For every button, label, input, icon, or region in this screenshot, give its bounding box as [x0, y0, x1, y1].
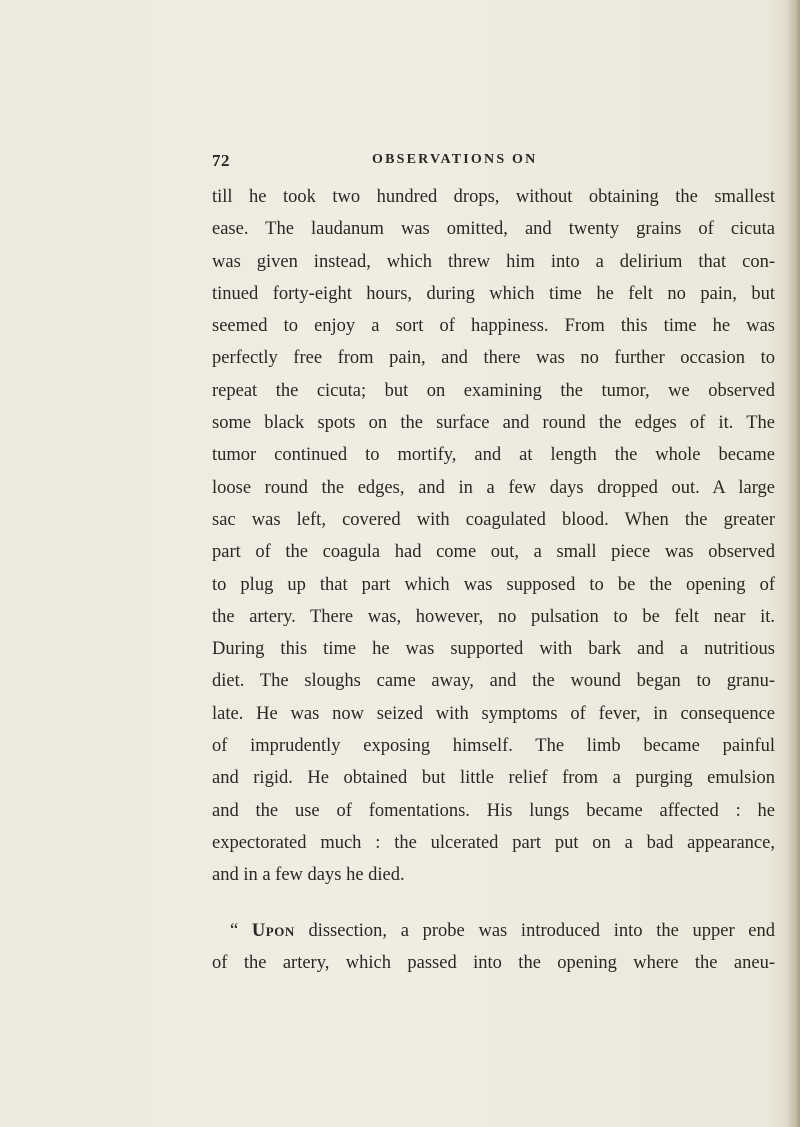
text-line: late. He was now seized with symptoms of fever, in consequence — [212, 703, 775, 724]
text-line: diet. The sloughs came away, and the wound began to granu- — [212, 671, 775, 692]
text-line: the artery. There was, however, no pulsation to be felt near it. — [212, 606, 775, 627]
page-edge-shadow — [786, 0, 800, 1127]
text-line: ease. The laudanum was omitted, and twenty grains of cicuta — [212, 219, 775, 240]
lead-word: Upon — [251, 920, 295, 941]
text-line — [212, 915, 775, 947]
text-line: some black spots on the surface and round the edges of it. The — [212, 413, 775, 434]
text-line: to plug up that part which was supposed to be the opening of — [212, 574, 775, 595]
open-quote: “ — [230, 920, 239, 941]
text-line: seemed to enjoy a sort of happiness. From this time he was — [212, 316, 775, 337]
text-line: of the artery, which passed into the opening where the aneu- — [212, 952, 775, 973]
paragraph-gap — [212, 892, 775, 915]
text-line: sac was left, covered with coagulated blood. When the greater — [212, 509, 775, 530]
page-header — [212, 151, 772, 175]
text-line: was given instead, which threw him into a delirium that con- — [212, 251, 775, 272]
paragraph-1 — [212, 181, 775, 892]
text-line: expectorated much : the ulcerated part put on a bad appearance, — [212, 832, 775, 853]
text-line: During this time he was supported with bark and a nutritious — [212, 639, 775, 660]
text-line: part of the coagula had come out, a small piece was observed — [212, 542, 775, 563]
text-line: loose round the edges, and in a few days dropped out. A large — [212, 477, 775, 498]
body-text — [212, 181, 775, 979]
text-line: till he took two hundred drops, without obtaining the smallest — [212, 187, 775, 207]
page-number: 72 — [212, 151, 230, 170]
text-line: repeat the cicuta; but on examining the tumor, we observed — [212, 380, 775, 401]
text-line: tinued forty-eight hours, during which time he felt no pain, but — [212, 283, 775, 304]
text-line: of imprudently exposing himself. The limb became painful — [212, 736, 775, 757]
text-line: and in a few days he died. — [212, 865, 405, 886]
line-rest: dissection, a probe was introduced into the upper end — [308, 920, 775, 941]
running-head: OBSERVATIONS ON — [372, 152, 538, 167]
text-line: and the use of fomentations. His lungs became affected : he — [212, 800, 775, 821]
text-line: and rigid. He obtained but little relief from a purging emulsion — [212, 768, 775, 789]
text-line: tumor continued to mortify, and at length the whole became — [212, 445, 775, 466]
paragraph-2 — [212, 915, 775, 980]
text-line: perfectly free from pain, and there was no further occasion to — [212, 348, 775, 369]
